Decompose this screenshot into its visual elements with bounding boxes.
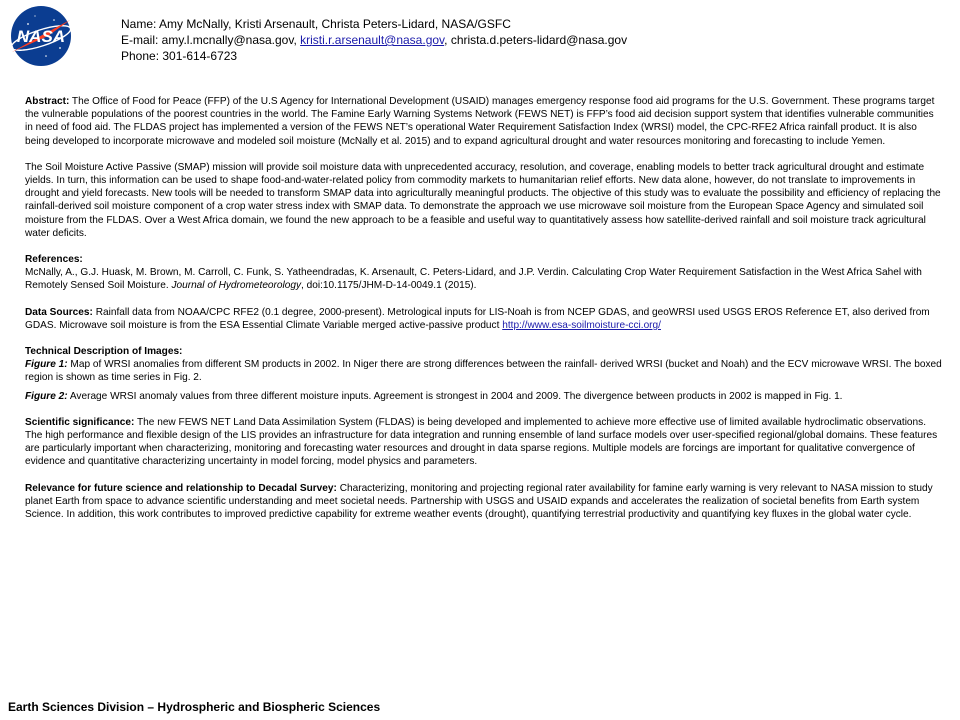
figure-1-description: Figure 1: Map of WRSI anomalies from different SM products in 2002. In Niger there are strong differences between the rainfall- derived WRSI (bucket and Noah) and the ECV microwave WRSI. The boxed region is shown as time series in Fig. 2. (25, 359, 942, 384)
main-content (25, 95, 943, 521)
email-link-kristi[interactable]: kristi.r.arsenault@nasa.gov (300, 33, 445, 47)
figure-1-label: Figure 1: (25, 359, 68, 371)
data-sources-text: Rainfall data from NOAA/CPC RFE2 (0.1 degree, 2000-present). Metrological inputs for LIS-Noah is from NCEP GDAS, and geoWRSI used USGS EROS Reference ET, also derived from GDAS. Microwave soil moisture is from the ESA Essential Climate Variable merged active-passive product (25, 306, 930, 331)
abstract-paragraph-2: The Soil Moisture Active Passive (SMAP) mission will provide soil moisture data with unprecedented accuracy, resolution, and coverage, enabling models to better track agricultural drought and estimate yields. In turn, this information can be used to shape food-and-water-related policy from commodity markets to humanitarian relief efforts. New data alone, however, do not translate to improvements in drought and yield forecasts. New tools will be needed to transform SMAP data into agriculturally meaningful products. The objective of this study was to evaluate the possibility and efficiency of replacing the rainfall-derived soil moisture component of a crop water stress index with SMAP data. To demonstrate the approach we use microwave soil moisture from the European Space Agency and simulated soil moisture from the FLDAS. Over a West Africa domain, we found the new approach to be a feasible and useful way to quantitatively assess how satellite-derived rainfall and soil moisture track agricultural water deficits. (25, 161, 941, 239)
significance-text: The new FEWS NET Land Data Assimilation System (FLDAS) is being developed and implemented to achieve more effective use of limited available hydroclimatic observations. The high performance and flexible design of the LIS provides an infrastructure for data integration and running ensemble of land surface models over user-specified regional/global domains. These features are particularly important when characterizing, monitoring and forecasting water resources and drought in data sparse regions. Multiple models are forcings are important for qualitative convergence of evidence and quantitative characterizing uncertainty in model forcing, model physics and parameters. (25, 416, 938, 468)
abstract-paragraph-1 (25, 95, 943, 148)
abstract-text-1: The Office of Food for Peace (FFP) of the U.S Agency for International Development (USAID) manages emergency response food aid programs for the U.S. Government. These programs target the vulnerable populations of the poorest countries in the world. The Famine Early Warning Systems Network (FEWS NET) is FFP’s food aid decision support system that identifies vulnerable communities in need of food aid. The FLDAS project has implemented a version of the FEWS NET’s operational Water Requirement Satisfaction Index (WRSI) model, the CPC-RFE2 Africa rainfall product. It is also being developed to incorporate microwave and modeled soil moisture (McNally et al. 2015) and to expand agricultural drought and water resources monitoring and forecasting to include Yemen. (25, 96, 935, 147)
figure-2-label: Figure 2: (25, 390, 68, 402)
significance-label: Scientific significance: (25, 416, 135, 428)
data-sources-label: Data Sources: (25, 306, 93, 318)
contact-header (121, 16, 941, 64)
journal-name: Journal of Hydrometeorology (171, 280, 302, 292)
phone-line: Phone: 301-614-6723 (121, 49, 238, 63)
nasa-logo (4, 4, 78, 68)
relevance-paragraph (25, 482, 943, 522)
division-footer: Earth Sciences Division – Hydrospheric and Biospheric Sciences (8, 700, 381, 714)
email-suffix: , christa.d.peters-lidard@nasa.gov (444, 33, 628, 47)
relevance-text: Characterizing, monitoring and projecting regional rater availability for famine early warning is very relevant to NASA mission to study planet Earth from space to advance scientific understanding and meet societal needs. Partnership with USGS and USAID expands and accelerates the realization of societal benefits from Earth system Science. In addition, this work contributes to improved predictive capability for extreme weather events (drought), quantifying terrestrial productivity and quantifying key fluxes in the global water cycle. (25, 482, 933, 521)
nasa-logo-text: NASA (16, 27, 66, 46)
esa-soilmoisture-link[interactable]: http://www.esa-soilmoisture-cci.org/ (502, 319, 661, 331)
email-prefix: E-mail: amy.l.mcnally@nasa.gov, (121, 33, 301, 47)
email-line (121, 32, 941, 48)
relevance-label: Relevance for future science and relationship to Decadal Survey: (25, 482, 337, 494)
name-line: Name: Amy McNally, Kristi Arsenault, Christa Peters-Lidard, NASA/GSFC (121, 17, 511, 31)
significance-paragraph (25, 416, 943, 469)
figure-2-description: Figure 2: Average WRSI anomaly values from three different moisture inputs. Agreement is strongest in 2004 and 2009. The divergence between products in 2002 is mapped in Fig. 1. (25, 390, 843, 402)
references-text: McNally, A., G.J. Huask, M. Brown, M. Carroll, C. Funk, S. Yatheendradas, K. Arsenault, C. Peters-Lidard, and J.P. Verdin. Calculating Crop Water Requirement Satisfaction in the West Africa Sahel with Remotely Sensed Soil Moisture. Journal of Hydrometeorology, doi:10.1175/JHM-D-14-0049.1 (2015). (25, 267, 922, 292)
nasa-meatball-icon (4, 4, 78, 68)
technical-heading: Technical Description of Images: (25, 346, 183, 358)
data-sources-paragraph (25, 306, 943, 332)
references-heading: References: (25, 254, 83, 266)
abstract-label: Abstract: (25, 96, 70, 107)
